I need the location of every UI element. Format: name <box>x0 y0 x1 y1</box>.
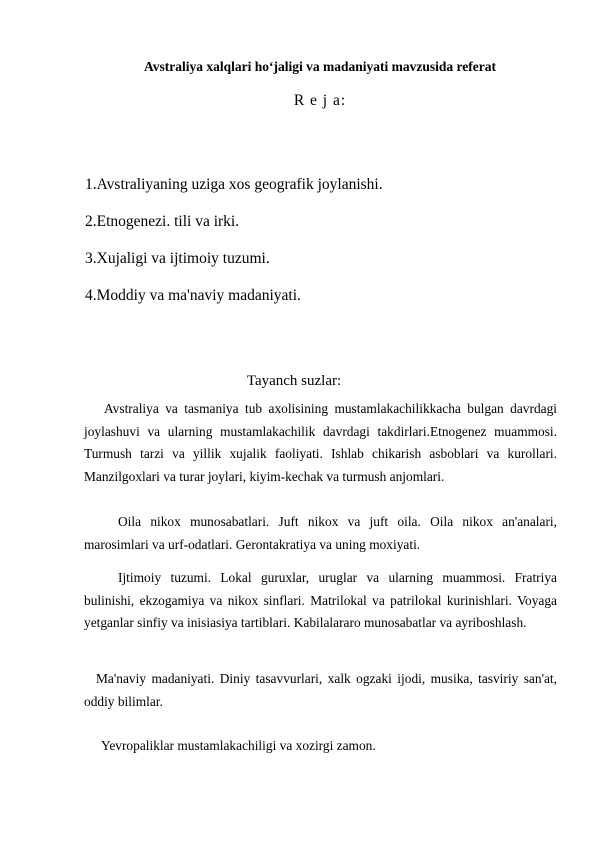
keywords-paragraph-1: Avstraliya va tasmaniya tub axolisining mustamlakachilikkacha bulgan davrdagi joylashuvi va ularning mustamlakachilik davrdagi takdirlari.Etnogenez muammosi. Turmush tarzi va yillik xujalik faoliyati. Ishlab chikarish asboblari va kurollari. Manzilgoxlari va turar joylari, kiyim-kechak va turmush anjomlari. <box>84 401 557 484</box>
plan-item-4: 4.Moddiy va ma'naviy madaniyati. <box>85 287 301 304</box>
plan-item-2: 2.Etnogenezi. tili va irki. <box>85 213 240 230</box>
keywords-paragraph-4: Ma'naviy madaniyati. Diniy tasavvurlari, xalk ogzaki ijodi, musika, tasviriy san'at, oddiy bilimlar. <box>84 671 557 709</box>
document-title: Avstraliya xalqlari ho‘jaligi va madaniyati mavzusida referat <box>144 59 496 74</box>
plan-item-3: 3.Xujaligi va ijtimoiy tuzumi. <box>85 250 270 267</box>
keywords-heading: Tayanch suzlar: <box>246 373 342 389</box>
keywords-paragraph-2: Oila nikox munosabatlari. Juft nikox va juft oila. Oila nikox an'analari, marosimlari va urf-odatlari. Gerontakratiya va uning moxiyati. <box>84 514 557 552</box>
keywords-paragraph-3: Ijtimoiy tuzumi. Lokal guruxlar, uruglar va ularning muammosi. Fratriya bulinishi, ekzogamiya va nikox sinflari. Matrilokal va patrilokal kurinishlari. Voyaga yetganlar sinfiy va inisiasiya tartiblari. Kabilalararo munosabatlar va ayriboshlash. <box>84 570 557 630</box>
keywords-paragraph-5: Yevropaliklar mustamlakachiligi va xozirgi zamon. <box>101 738 376 753</box>
plan-item-1: 1.Avstraliyaning uziga xos geografik joylanishi. <box>85 176 383 193</box>
plan-heading: R e j a: <box>293 92 347 109</box>
